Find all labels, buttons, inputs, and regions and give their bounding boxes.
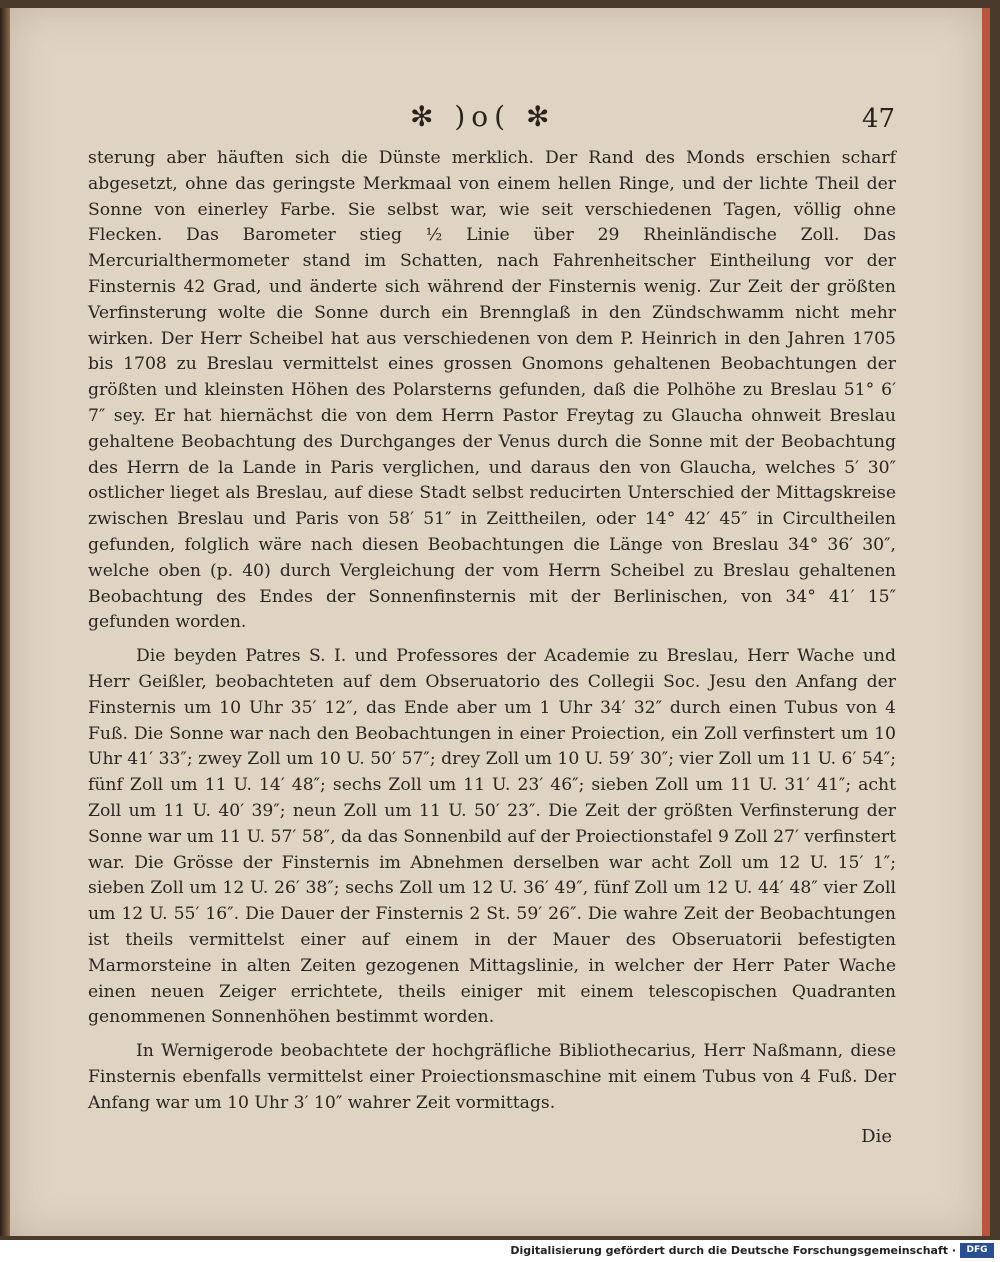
footer-bar (0, 1240, 1000, 1262)
paragraph-3: In Wernigerode beobachtete der hochgräfliche Bibliothecarius, Herr Naßmann, diese Finsternis ebenfalls vermittelst einer Proiectionsmaschine mit einem Tubus von 4 Fuß. Der Anfang war um 10 Uhr 3′ 10″ wahrer Zeit vormittags. (88, 1041, 896, 1113)
paragraph-1: sterung aber häuften sich die Dünste merklich. Der Rand des Monds erschien scharf abgesetzt, ohne das geringste Merkmaal von einem hellen Ringe, und der lichte Theil der Sonne von einerley Farbe. Sie selbst war, wie seit verschiedenen Tagen, völlig ohne Flecken. Das Barometer stieg ½ Linie über 29 Rheinländische Zoll. Das Mercurialthermometer stand im Schatten, nach Fahrenheitscher Eintheilung vor der Finsternis 42 Grad, und änderte sich während der Finsternis wenig. Zur Zeit der größten Verfinsterung wolte die Sonne durch ein Brennglaß in den Zündschwamm nicht mehr wirken. Der Herr Scheibel hat aus verschiedenen von dem P. Heinrich in den Jahren 1705 bis 1708 zu Breslau vermittelst eines grossen Gnomons gehaltenen Beobachtungen der größten und kleinsten Höhen des Polarsterns gefunden, daß die Polhöhe zu Breslau 51° 6′ 7″ sey. Er hat hiernächst die von dem Herrn Pastor Freytag zu Glaucha ohnweit Breslau gehaltene Beobachtung des Durchganges der Venus durch die Sonne mit der Beobachtung des Herrn de la Lande in Paris verglichen, und daraus den von Glaucha, welches 5′ 30″ ostlicher lieget als Breslau, auf diese Stadt selbst reducirten Unterschied der Mittagskreise zwischen Breslau und Paris von 58′ 51″ in Zeittheilen, oder 14° 42′ 45″ in Circultheilen gefunden, folglich wäre nach diesen Beobachtungen die Länge von Breslau 34° 36′ 30″, welche oben (p. 40) durch Vergleichung der vom Herrn Scheibel zu Breslau gehaltenen Beobachtung des Endes der Sonnenfinsternis mit der Berlinischen, von 34° 41′ 15″ gefunden worden. (88, 148, 896, 633)
dfg-logo: DFG (960, 1243, 994, 1258)
digitization-credit: Digitalisierung gefördert durch die Deutsche Forschungsgemeinschaft · (510, 1244, 956, 1257)
paragraph-2: Die beyden Patres S. I. und Professores der Academie zu Breslau, Herr Wache und Herr Geißler, beobachteten auf dem Obseruatorio des Collegii Soc. Jesu den Anfang der Finsternis um 10 Uhr 35′ 12″, das Ende aber um 1 Uhr 34′ 32″ durch einen Tubus von 4 Fuß. Die Sonne war nach den Beobachtungen in einer Proiection, ein Zoll verfinstert um 10 Uhr 41′ 33″; zwey Zoll um 10 U. 50′ 57″; drey Zoll um 10 U. 59′ 30″; vier Zoll um 11 U. 6′ 54″; fünf Zoll um 11 U. 14′ 48″; sechs Zoll um 11 U. 23′ 46″; sieben Zoll um 11 U. 31′ 41″; acht Zoll um 11 U. 40′ 39″; neun Zoll um 11 U. 50′ 23″. Die Zeit der größten Verfinsterung der Sonne war um 11 U. 57′ 58″, da das Sonnenbild auf der Proiectionstafel 9 Zoll 27′ verfinstert war. Die Grösse der Finsternis im Abnehmen derselben war acht Zoll um 12 U. 15′ 1″; sieben Zoll um 12 U. 26′ 38″; sechs Zoll um 12 U. 36′ 49″, fünf Zoll um 12 U. 44′ 48″ vier Zoll um 12 U. 55′ 16″. Die Dauer der Finsternis 2 St. 59′ 26″. Die wahre Zeit der Beobachtungen ist theils vermittelst einer auf einem in der Mauer des Obseruatorii befestigten Marmorsteine in alten Zeiten gezogenen Mittagslinie, in welcher der Herr Pater Wache einen neuen Zeiger errichtete, theils einiger mit einem telescopischen Quadranten genommenen Sonnenhöhen bestimmt worden. (88, 646, 896, 1028)
book-spine-shadow (0, 8, 10, 1236)
body-text (88, 146, 896, 1116)
page-edge (982, 8, 990, 1236)
catchword: Die (861, 1126, 892, 1147)
header-ornament: ✻ )o( ✻ (410, 100, 556, 133)
page-number: 47 (862, 104, 896, 134)
